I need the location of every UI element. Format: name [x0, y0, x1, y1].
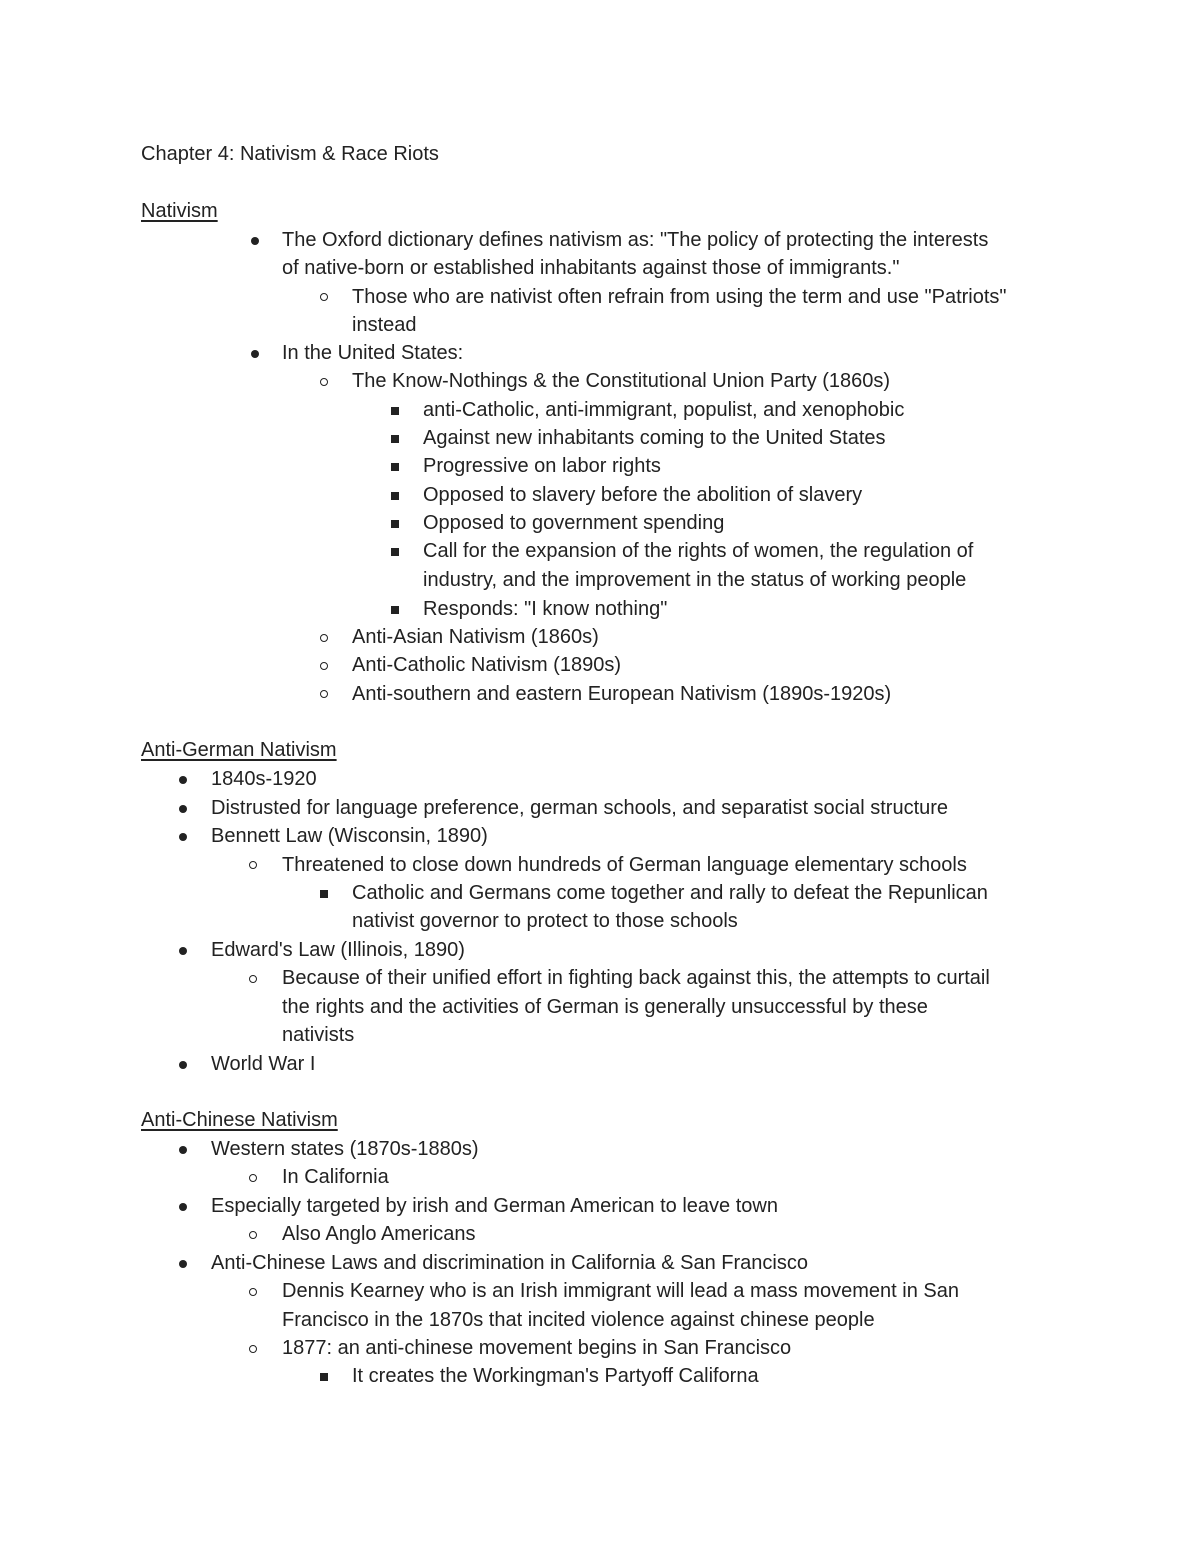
circle-bullet-icon	[249, 975, 257, 983]
list-item-text: The Oxford dictionary defines nativism as: "The policy of protecting the interests	[282, 229, 989, 251]
square-bullet-icon	[391, 407, 399, 415]
list-item-text: World War I	[211, 1053, 316, 1075]
list-item-text: Responds: "I know nothing"	[423, 598, 668, 620]
disc-bullet-icon	[179, 805, 187, 813]
square-bullet-icon	[391, 463, 399, 471]
circle-bullet-icon	[320, 662, 328, 670]
list-item-text: Especially targeted by irish and German American to leave town	[211, 1195, 778, 1217]
list-item-text: instead	[352, 314, 417, 336]
list-item-text: Anti-Asian Nativism (1860s)	[352, 626, 599, 648]
list-item-text: Opposed to government spending	[423, 512, 725, 534]
circle-bullet-icon	[320, 690, 328, 698]
disc-bullet-icon	[179, 833, 187, 841]
list-item-text: In California	[282, 1166, 389, 1188]
disc-bullet-icon	[251, 350, 259, 358]
list-item-text: The Know-Nothings & the Constitutional Union Party (1860s)	[352, 370, 891, 392]
list-item-text: Western states (1870s-1880s)	[211, 1138, 479, 1160]
list-item-text: Because of their unified effort in fighting back against this, the attempts to curtail	[282, 967, 990, 989]
list-item-text: It creates the Workingman's Partyoff Californa	[352, 1365, 759, 1387]
section-heading-nativism: Nativism	[141, 200, 218, 222]
list-item-text: the rights and the activities of German is generally unsuccessful by these	[282, 996, 928, 1018]
list-item-text: Edward's Law (Illinois, 1890)	[211, 939, 465, 961]
square-bullet-icon	[391, 520, 399, 528]
page-title: Chapter 4: Nativism & Race Riots	[141, 143, 439, 165]
list-item-text: Anti-Catholic Nativism (1890s)	[352, 654, 621, 676]
list-item-text: anti-Catholic, anti-immigrant, populist, and xenophobic	[423, 399, 905, 421]
circle-bullet-icon	[249, 1288, 257, 1296]
circle-bullet-icon	[249, 1174, 257, 1182]
list-item-text: 1877: an anti-chinese movement begins in San Francisco	[282, 1337, 792, 1359]
list-item-text: Anti-southern and eastern European Nativism (1890s-1920s)	[352, 683, 892, 705]
list-item-text: Also Anglo Americans	[282, 1223, 476, 1245]
list-item-text: Dennis Kearney who is an Irish immigrant will lead a mass movement in San	[282, 1280, 959, 1302]
circle-bullet-icon	[249, 861, 257, 869]
list-item-text: 1840s-1920	[211, 768, 317, 790]
circle-bullet-icon	[249, 1345, 257, 1353]
list-item-text: Catholic and Germans come together and rally to defeat the Repunlican	[352, 882, 988, 904]
list-item-text: Call for the expansion of the rights of women, the regulation of	[423, 540, 974, 562]
square-bullet-icon	[391, 548, 399, 556]
list-item-text: Against new inhabitants coming to the United States	[423, 427, 886, 449]
disc-bullet-icon	[179, 1260, 187, 1268]
disc-bullet-icon	[179, 947, 187, 955]
list-item-text: Francisco in the 1870s that incited violence against chinese people	[282, 1309, 875, 1331]
disc-bullet-icon	[179, 776, 187, 784]
disc-bullet-icon	[251, 237, 259, 245]
list-item-text: Distrusted for language preference, german schools, and separatist social structure	[211, 797, 949, 819]
list-item-text: of native-born or established inhabitants against those of immigrants."	[282, 257, 900, 279]
list-item-text: In the United States:	[282, 342, 464, 364]
list-item-text: Opposed to slavery before the abolition of slavery	[423, 484, 863, 506]
disc-bullet-icon	[179, 1146, 187, 1154]
circle-bullet-icon	[320, 634, 328, 642]
section-heading-anti-chinese: Anti-Chinese Nativism	[141, 1109, 338, 1131]
list-item-text: nativist governor to protect to those schools	[352, 910, 738, 932]
square-bullet-icon	[391, 492, 399, 500]
square-bullet-icon	[320, 890, 328, 898]
disc-bullet-icon	[179, 1061, 187, 1069]
section-heading-anti-german: Anti-German Nativism	[141, 739, 337, 761]
list-item-text: nativists	[282, 1024, 355, 1046]
list-item-text: Those who are nativist often refrain from using the term and use "Patriots"	[352, 286, 1007, 308]
list-item-text: industry, and the improvement in the status of working people	[423, 569, 967, 591]
square-bullet-icon	[320, 1373, 328, 1381]
list-item-text: Progressive on labor rights	[423, 455, 661, 477]
square-bullet-icon	[391, 435, 399, 443]
circle-bullet-icon	[320, 293, 328, 301]
list-item-text: Threatened to close down hundreds of German language elementary schools	[282, 854, 967, 876]
circle-bullet-icon	[249, 1231, 257, 1239]
list-item-text: Bennett Law (Wisconsin, 1890)	[211, 825, 488, 847]
list-item-text: Anti-Chinese Laws and discrimination in California & San Francisco	[211, 1252, 808, 1274]
circle-bullet-icon	[320, 378, 328, 386]
square-bullet-icon	[391, 606, 399, 614]
disc-bullet-icon	[179, 1203, 187, 1211]
